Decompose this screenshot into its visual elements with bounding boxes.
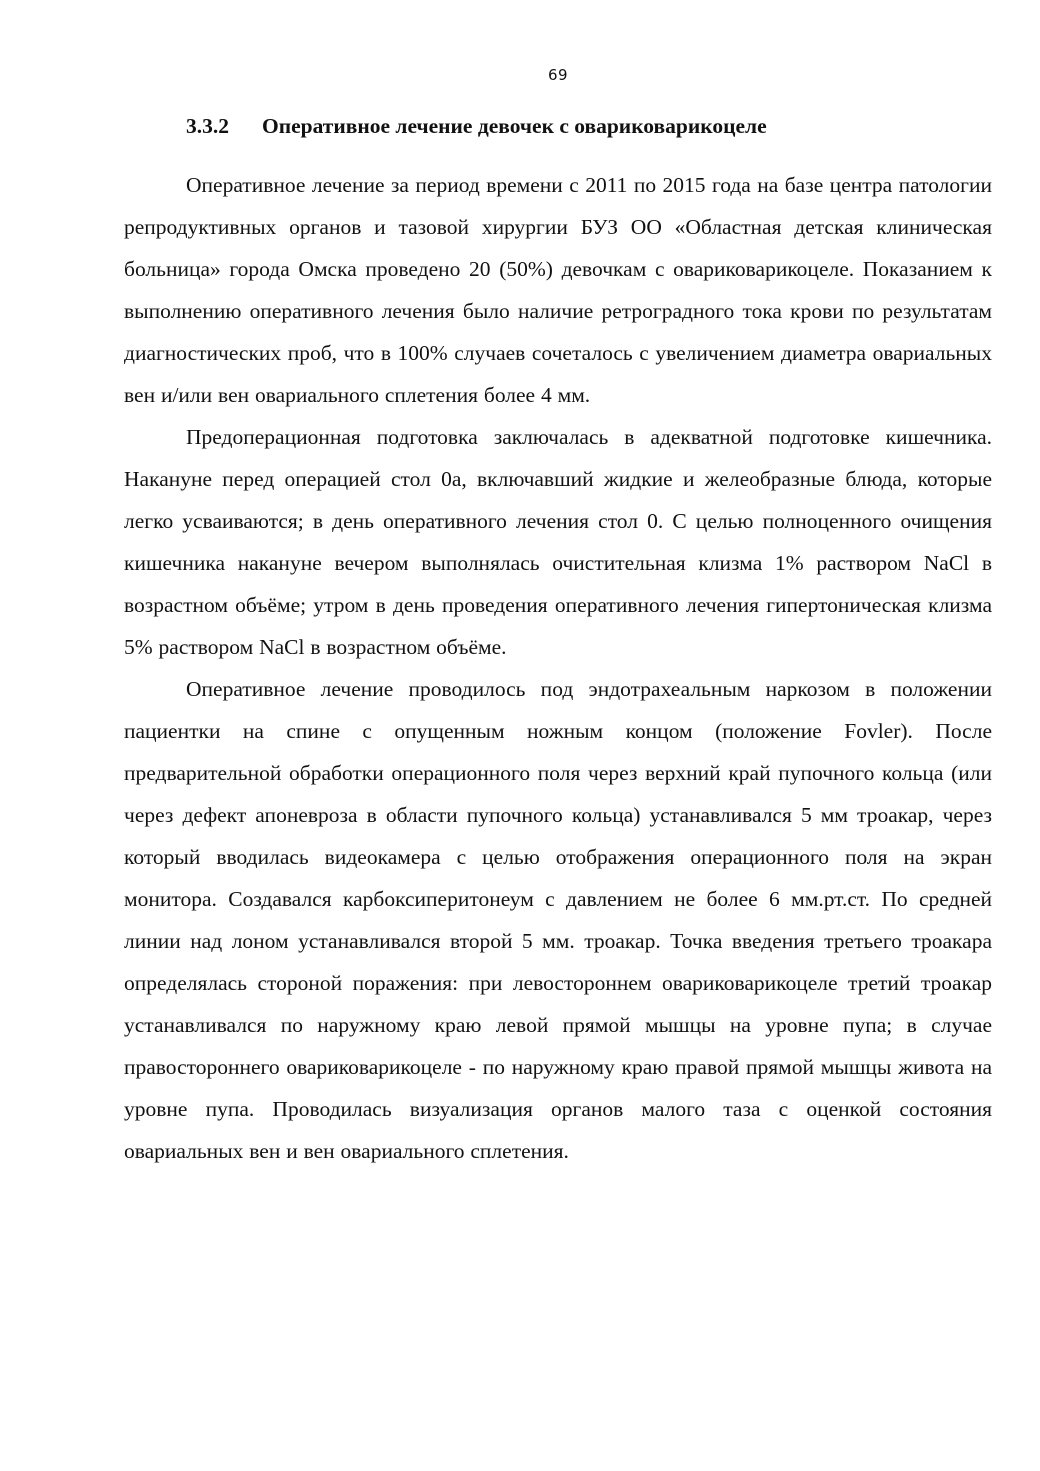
- page-number: 69: [547, 66, 569, 84]
- body-text: [124, 164, 992, 1172]
- paragraph: Оперативное лечение за период времени с 2011 по 2015 года на базе центра патологии репродуктивных органов и тазовой хирургии БУЗ ОО «Областная детская клиническая больница» города Омска проведено 20 (50%) девочкам с овариковарикоцеле. Показанием к выполнению оперативного лечения было наличие ретроградного тока крови по результатам диагностических проб, что в 100% случаев сочеталось с увеличением диаметра овариальных вен и/или вен овариального сплетения более 4 мм.: [124, 173, 992, 407]
- section-title: Оперативное лечение девочек с овариковарикоцеле: [262, 114, 767, 138]
- section-heading: [186, 112, 767, 140]
- section-number: 3.3.2: [186, 114, 229, 138]
- paragraph: Оперативное лечение проводилось под эндотрахеальным наркозом в положении пациентки на спине с опущенным ножным концом (положение Fovler). После предварительной обработки операционного поля через верхний край пупочного кольца (или через дефект апоневроза в области пупочного кольца) устанавливался 5 мм троакар, через который вводилась видеокамера с целью отображения операционного поля на экран монитора. Создавался карбоксиперитонеум с давлением не более 6 мм.рт.ст. По средней линии над лоном устанавливался второй 5 мм. троакар. Точка введения третьего троакара определялась стороной поражения: при левостороннем овариковарикоцеле третий троакар устанавливался по наружному краю левой прямой мышцы на уровне пупа; в случае правостороннего овариковарикоцеле - по наружному краю правой прямой мышцы живота на уровне пупа. Проводилась визуализация органов малого таза с оценкой состояния овариальных вен и вен овариального сплетения.: [124, 677, 992, 1163]
- paragraph: Предоперационная подготовка заключалась в адекватной подготовке кишечника. Накануне перед операцией стол 0а, включавший жидкие и желеобразные блюда, которые легко усваиваются; в день оперативного лечения стол 0. С целью полноценного очищения кишечника накануне вечером выполнялась очистительная клизма 1% раствором NaCl в возрастном объёме; утром в день проведения оперативного лечения гипертоническая клизма 5% раствором NaCl в возрастном объёме.: [124, 425, 992, 659]
